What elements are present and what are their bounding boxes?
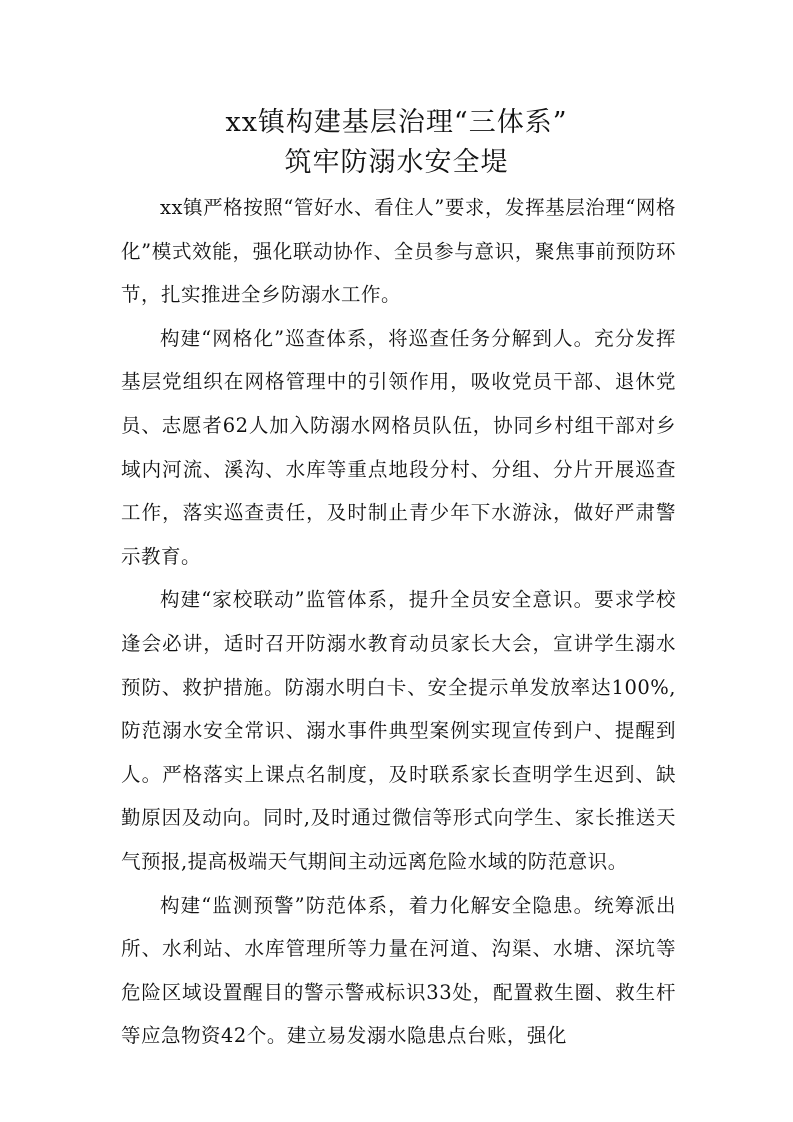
paragraph-home-school: 构建“家校联动”监管体系，提升全员安全意识。要求学校逢会必讲，适时召开防溺水教育动员家长大会，宣讲学生溺水预防、救护措施。防溺水明白卡、安全提示单发放率达100%,防范溺水安全常识、溺水事件典型案例实现宣传到户、提醒到人。严格落实上课点名制度，及时联系家长查明学生迟到、缺勤原因及动向。同时,及时通过微信等形式向学生、家长推送天气预报,提高极端天气期间主动远离危险水域的防范意识。	[121, 588, 676, 873]
document-title-line-1: xx镇构建基层治理“三体系”	[225, 107, 568, 138]
paragraph-monitoring-warning: 构建“监测预警”防范体系，着力化解安全隐患。统筹派出所、水利站、水库管理所等力量在河道、沟渠、水塘、深坑等危险区域设置醒目的警示警戒标识33处，配置救生圈、救生杆等应急物资42个。建立易发溺水隐患点台账，强化	[121, 893, 676, 1048]
document-title-line-2: 筑牢防溺水安全堤	[284, 147, 509, 178]
document-body	[121, 186, 676, 1058]
paragraph-intro: xx镇严格按照“管好水、看住人”要求，发挥基层治理“网格化”模式效能，强化联动协作、全员参与意识，聚焦事前预防环节，扎实推进全乡防溺水工作。	[121, 196, 676, 307]
paragraph-grid-patrol: 构建“网格化”巡查体系，将巡查任务分解到人。充分发挥基层党组织在网格管理中的引领作用，吸收党员干部、退休党员、志愿者62人加入防溺水网格员队伍，协同乡村组干部对乡域内河流、溪沟、水库等重点地段分村、分组、分片开展巡查工作，落实巡查责任，及时制止青少年下水游泳，做好严肃警示教育。	[121, 326, 676, 568]
